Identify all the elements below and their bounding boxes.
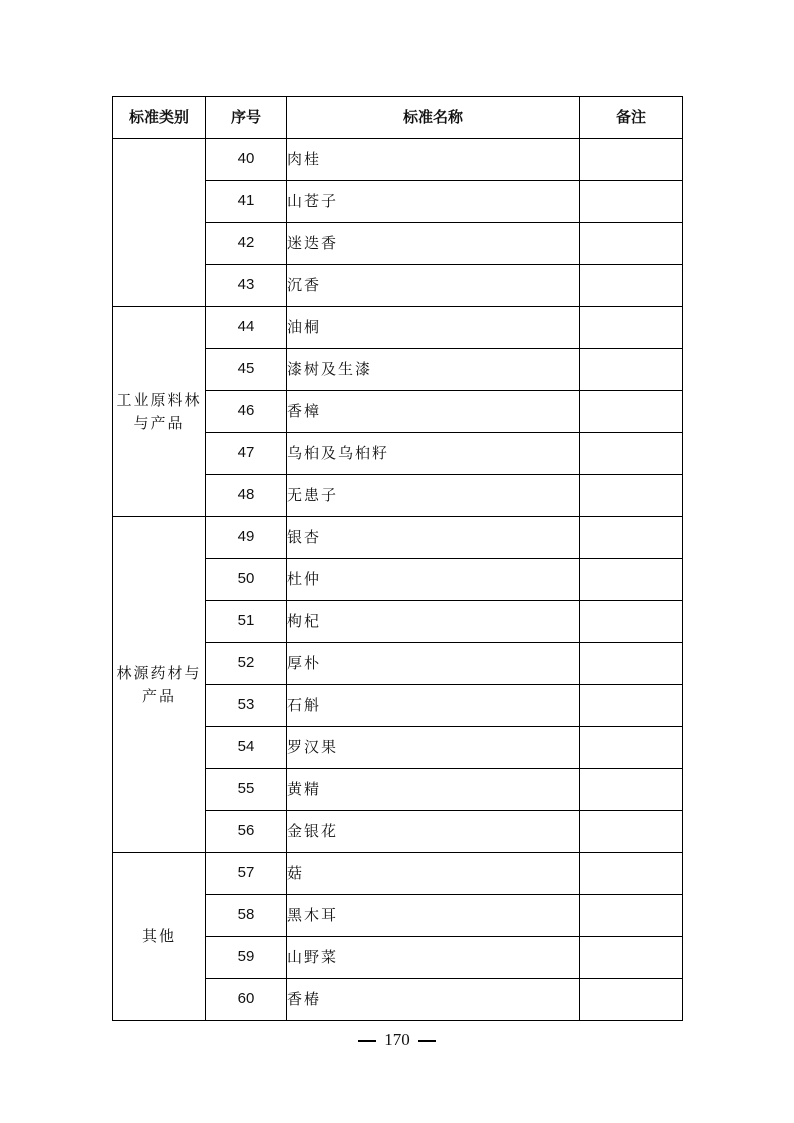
header-category: 标准类别: [113, 97, 206, 139]
note-cell: [580, 391, 683, 433]
row-number-cell: 56: [206, 811, 287, 853]
standard-name-cell: 香椿: [287, 979, 580, 1021]
note-cell: [580, 853, 683, 895]
row-number-cell: 51: [206, 601, 287, 643]
standard-name-cell: 黄精: [287, 769, 580, 811]
row-number-cell: 48: [206, 475, 287, 517]
standards-table: [112, 96, 683, 1021]
note-cell: [580, 979, 683, 1021]
row-number-cell: 59: [206, 937, 287, 979]
page-number: 170: [384, 1030, 410, 1049]
row-number-cell: 43: [206, 265, 287, 307]
note-cell: [580, 433, 683, 475]
note-cell: [580, 643, 683, 685]
table-header-row: [113, 97, 683, 139]
footer-dash-right: [418, 1040, 436, 1042]
standard-name-cell: 香樟: [287, 391, 580, 433]
note-cell: [580, 727, 683, 769]
note-cell: [580, 811, 683, 853]
table-body: [113, 139, 683, 1021]
table-row: [113, 307, 683, 349]
note-cell: [580, 517, 683, 559]
note-cell: [580, 559, 683, 601]
category-cell: 其他: [113, 853, 206, 1021]
standard-name-cell: 漆树及生漆: [287, 349, 580, 391]
standard-name-cell: 迷迭香: [287, 223, 580, 265]
table-row: [113, 517, 683, 559]
note-cell: [580, 265, 683, 307]
row-number-cell: 40: [206, 139, 287, 181]
standard-name-cell: 肉桂: [287, 139, 580, 181]
note-cell: [580, 769, 683, 811]
row-number-cell: 54: [206, 727, 287, 769]
note-cell: [580, 475, 683, 517]
note-cell: [580, 349, 683, 391]
standard-name-cell: 银杏: [287, 517, 580, 559]
row-number-cell: 49: [206, 517, 287, 559]
standard-name-cell: 油桐: [287, 307, 580, 349]
note-cell: [580, 685, 683, 727]
page-footer: [0, 1030, 794, 1050]
row-number-cell: 47: [206, 433, 287, 475]
footer-dash-left: [358, 1040, 376, 1042]
category-cell: [113, 139, 206, 307]
row-number-cell: 57: [206, 853, 287, 895]
standard-name-cell: 罗汉果: [287, 727, 580, 769]
standard-name-cell: 菇: [287, 853, 580, 895]
row-number-cell: 60: [206, 979, 287, 1021]
note-cell: [580, 895, 683, 937]
standard-name-cell: 无患子: [287, 475, 580, 517]
note-cell: [580, 307, 683, 349]
standard-name-cell: 杜仲: [287, 559, 580, 601]
standard-name-cell: 黑木耳: [287, 895, 580, 937]
row-number-cell: 42: [206, 223, 287, 265]
note-cell: [580, 937, 683, 979]
row-number-cell: 50: [206, 559, 287, 601]
header-number: 序号: [206, 97, 287, 139]
standard-name-cell: 山苍子: [287, 181, 580, 223]
note-cell: [580, 181, 683, 223]
row-number-cell: 58: [206, 895, 287, 937]
category-cell: 林源药材与产品: [113, 517, 206, 853]
row-number-cell: 41: [206, 181, 287, 223]
row-number-cell: 52: [206, 643, 287, 685]
standard-name-cell: 金银花: [287, 811, 580, 853]
row-number-cell: 46: [206, 391, 287, 433]
standard-name-cell: 厚朴: [287, 643, 580, 685]
standard-name-cell: 山野菜: [287, 937, 580, 979]
header-note: 备注: [580, 97, 683, 139]
note-cell: [580, 139, 683, 181]
category-cell: 工业原料林与产品: [113, 307, 206, 517]
row-number-cell: 55: [206, 769, 287, 811]
standard-name-cell: 枸杞: [287, 601, 580, 643]
row-number-cell: 53: [206, 685, 287, 727]
note-cell: [580, 601, 683, 643]
row-number-cell: 45: [206, 349, 287, 391]
standard-name-cell: 乌桕及乌桕籽: [287, 433, 580, 475]
note-cell: [580, 223, 683, 265]
table-row: [113, 139, 683, 181]
header-name: 标准名称: [287, 97, 580, 139]
standard-name-cell: 石斛: [287, 685, 580, 727]
table-row: [113, 853, 683, 895]
standard-name-cell: 沉香: [287, 265, 580, 307]
row-number-cell: 44: [206, 307, 287, 349]
